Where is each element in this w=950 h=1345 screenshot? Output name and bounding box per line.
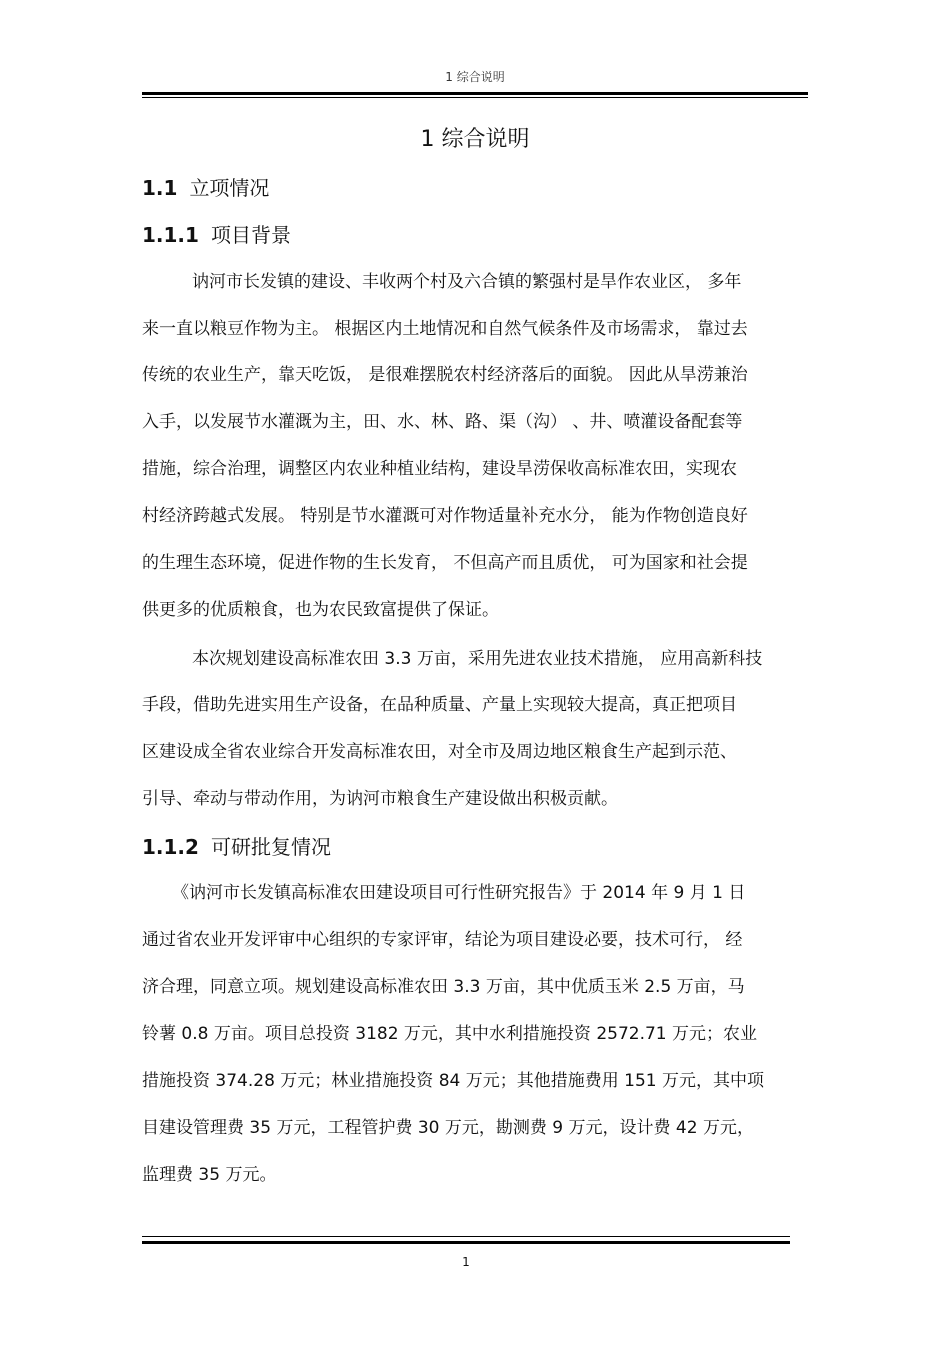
text-line: 《讷河市长发镇高标准农田建设项目可行性研究报告》于 2014 年 9 月 1 日 [172, 883, 746, 903]
text-line: 村经济跨越式发展。 特别是节水灌溉可对作物适量补充水分， 能为作物创造良好 [142, 506, 748, 526]
section-heading-1-1-2 [142, 832, 331, 862]
text-line: 讷河市长发镇的建设、丰收两个村及六合镇的繁强村是旱作农业区， 多年 [192, 272, 742, 292]
text-line: 监理费 35 万元。 [142, 1165, 277, 1185]
header-rule-thin [142, 97, 808, 98]
text-line: 供更多的优质粮食，也为农民致富提供了保证。 [142, 600, 499, 620]
text-line: 措施，综合治理，调整区内农业种植业结构，建设旱涝保收高标准农田，实现农 [142, 459, 737, 479]
text-line: 来一直以粮豆作物为主。 根据区内土地情况和自然气候条件及市场需求， 靠过去 [142, 319, 748, 339]
footer-rule-thick [142, 1241, 790, 1244]
text-line: 引导、牵动与带动作用，为讷河市粮食生产建设做出积极贡献。 [142, 789, 618, 809]
text-line: 入手，以发展节水灌溉为主，田、水、林、路、渠（沟） 、井、喷灌设备配套等 [142, 412, 743, 432]
page-number: 1 [462, 1255, 470, 1269]
running-header: 1 综合说明 [445, 70, 505, 84]
text-line: 措施投资 374.28 万元；林业措施投资 84 万元；其他措施费用 151 万元，其中项 [142, 1071, 764, 1091]
text-line: 传统的农业生产，靠天吃饭， 是很难摆脱农村经济落后的面貌。 因此从旱涝兼治 [142, 365, 748, 385]
text-line: 目建设管理费 35 万元，工程管护费 30 万元，勘测费 9 万元，设计费 42 万元， [142, 1118, 754, 1138]
text-line: 区建设成全省农业综合开发高标准农田，对全市及周边地区粮食生产起到示范、 [142, 742, 737, 762]
text-line: 本次规划建设高标准农田 3.3 万亩，采用先进农业技术措施， 应用高新科技 [192, 649, 763, 669]
header-rule-thick [142, 92, 808, 95]
text-line: 手段，借助先进实用生产设备，在品种质量、产量上实现较大提高，真正把项目 [142, 695, 737, 715]
footer-rule-thin [142, 1236, 790, 1237]
section-number: 1.1 [142, 176, 178, 200]
text-line: 的生理生态环境，促进作物的生长发育， 不但高产而且质优， 可为国家和社会提 [142, 553, 748, 573]
section-heading-1-1 [142, 173, 269, 203]
section-title: 立项情况 [189, 176, 270, 200]
chapter-title: 1 综合说明 [420, 127, 530, 152]
text-line: 济合理，同意立项。规划建设高标准农田 3.3 万亩，其中优质玉米 2.5 万亩，马 [142, 977, 745, 997]
text-line: 铃薯 0.8 万亩。项目总投资 3182 万元，其中水利措施投资 2572.71 万元；农业 [142, 1024, 758, 1044]
section-heading-1-1-1 [142, 220, 291, 250]
section-number: 1.1.2 [142, 835, 199, 859]
section-title: 可研批复情况 [210, 835, 331, 859]
text-line: 通过省农业开发评审中心组织的专家评审，结论为项目建设必要，技术可行， 经 [142, 930, 743, 950]
section-title: 项目背景 [210, 223, 291, 247]
section-number: 1.1.1 [142, 223, 199, 247]
